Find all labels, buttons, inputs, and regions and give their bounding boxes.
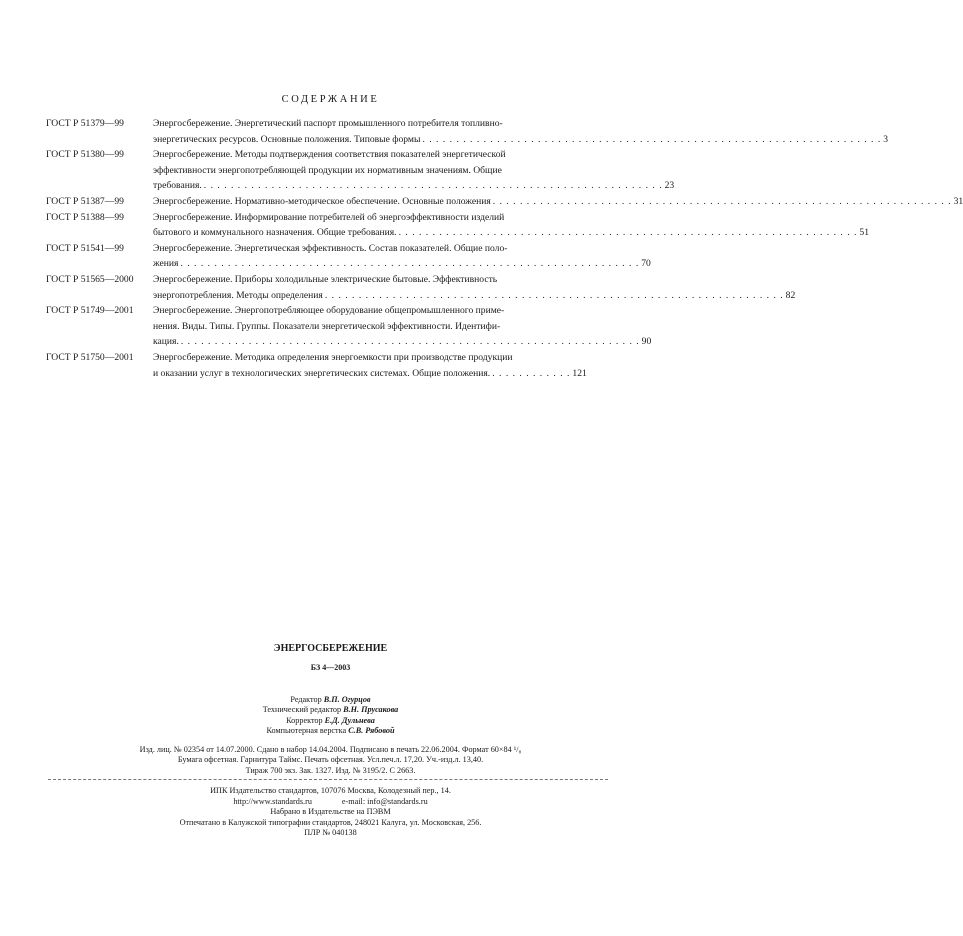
entry-title-line: кация. xyxy=(153,336,179,348)
standard-code: ГОСТ Р 51749—2001 xyxy=(46,305,134,317)
leader-dots: . . . . . . . . . . . . . . . . . . . . . . . . . . . . . . . . . . . . . . . . . . . . . . . . . . . . . . . . . . . . . . . . . . . . xyxy=(492,195,952,207)
editor-name: В.П. Огурцов xyxy=(323,695,371,704)
page-number: 23 xyxy=(664,180,675,192)
series-number: БЗ 4—2003 xyxy=(310,663,351,672)
tech-editor-line: Технический редактор В.Н. Прусакова xyxy=(262,705,399,715)
leader-dots: . . . . . . . . . . . . . . . . . . . . . . . . . . . . . . . . . . . . . . . . . . . . . . . . . . . . . . . . . . . . . . . . . . . . xyxy=(180,258,640,270)
email-link[interactable]: e-mail: info@standards.ru xyxy=(341,796,428,806)
publication-details xyxy=(0,745,661,776)
layout-name: С.В. Рябовой xyxy=(348,725,395,735)
page-number: 51 xyxy=(859,227,869,239)
page-number: 31 xyxy=(953,195,963,207)
printed-line: Отпечатано в Калужской типографии стандартов, 248021 Калуга, ул. Московская, 256. xyxy=(179,817,482,827)
entry-title-line: Энергосбережение. Информирование потребителей об энергоэффективности изделий xyxy=(153,211,505,223)
credits xyxy=(0,695,661,736)
toc-entry xyxy=(46,210,869,241)
entry-title-line: требования. xyxy=(153,180,202,192)
corrector-name: Е.Д. Дульнева xyxy=(324,715,375,725)
entry-title-line: и оказании услуг в технологических энергетических системах. Общие положения. xyxy=(153,367,491,379)
entry-title-line: Энергосбережение. Энергетический паспорт промышленного потребителя топливно- xyxy=(153,118,503,129)
circulation-line: Тираж 700 экз. Зак. 1327. Изд. № 3195/2. С 2663. xyxy=(245,765,416,775)
entry-title-line: Энергосбережение. Нормативно-методическое обеспечение. Основные положения xyxy=(153,195,491,207)
page-number: 121 xyxy=(572,367,587,379)
standard-code: ГОСТ Р 51541—99 xyxy=(46,242,124,254)
license-line: Изд. лиц. № 02354 от 14.07.2000. Сдано в набор 14.04.2004. Подписано в печать 22.06.2004. Формат 60×84 ¹/₈ xyxy=(139,745,522,754)
page-number: 82 xyxy=(785,289,796,301)
toc-entry xyxy=(46,241,651,272)
page-number: 70 xyxy=(641,258,651,270)
page-number: 3 xyxy=(883,133,889,145)
leader-dots: . . . . . . . . . . . . . . . . . . . . . . . . . . . . . . . . . . . . . . . . . . . . . . . . . . . . . . . . . . . . . . . . . . . . xyxy=(203,180,663,192)
entry-title-line: бытового и коммунального назначения. Общие требования. xyxy=(153,227,397,239)
toc-title: СОДЕРЖАНИЕ xyxy=(281,94,380,105)
paper-line: Бумага офсетная. Гарнитура Таймс. Печать офсетная. Усл.печ.л. 17,20. Уч.-изд.л. 13,40. xyxy=(177,755,484,765)
toc-list xyxy=(46,116,963,381)
leader-dots: . . . . . . . . . . . . . . . . . . . . . . . . . . . . . . . . . . . . . . . . . . . . . . . . . . . . . . . . . . . . . . . . . . . . xyxy=(180,336,640,348)
leader-dots: . . . . . . . . . . . . xyxy=(492,367,571,379)
standard-code: ГОСТ Р 51387—99 xyxy=(46,195,124,207)
toc-entry xyxy=(46,350,586,381)
leader-dots: . . . . . . . . . . . . . . . . . . . . . . . . . . . . . . . . . . . . . . . . . . . . . . . . . . . . . . . . . . . . . . . . . . . . xyxy=(398,227,858,239)
toc-entry xyxy=(46,116,889,147)
entry-title-line: нения. Виды. Типы. Группы. Показатели энергетической эффективности. Идентифи- xyxy=(153,320,501,332)
entry-title-line: жения xyxy=(153,258,179,270)
website-link[interactable]: http://www.standards.ru xyxy=(233,796,312,806)
standard-code: ГОСТ Р 51379—99 xyxy=(46,118,124,129)
entry-title-line: энергетических ресурсов. Основные положения. Типовые формы xyxy=(153,133,421,145)
toc-entry xyxy=(46,303,652,350)
printer-details xyxy=(0,786,661,839)
standard-code: ГОСТ Р 51750—2001 xyxy=(46,351,134,363)
entry-title-line: энергопотребления. Методы определения xyxy=(153,289,323,301)
toc-entry xyxy=(46,272,796,303)
entry-title-line: эффективности энергопотребляющей продукции их нормативным значениям. Общие xyxy=(153,164,502,176)
plr-line: ПЛР № 040138 xyxy=(304,828,357,838)
publisher-line: ИПК Издательство стандартов, 107076 Москва, Колодезный пер., 14. xyxy=(210,786,451,795)
toc-entry xyxy=(46,194,963,210)
entry-title-line: Энергосбережение. Приборы холодильные электрические бытовые. Эффективность xyxy=(153,273,498,285)
leader-dots: . . . . . . . . . . . . . . . . . . . . . . . . . . . . . . . . . . . . . . . . . . . . . . . . . . . . . . . . . . . . . . . . . . . . xyxy=(324,289,784,301)
typeset-line: Набрано в Издательстве на ПЭВМ xyxy=(270,807,391,817)
leader-dots: . . . . . . . . . . . . . . . . . . . . . . . . . . . . . . . . . . . . . . . . . . . . . . . . . . . . . . . . . . . . . . . . . . . . xyxy=(422,133,882,145)
imprint-title: ЭНЕРГОСБЕРЕЖЕНИЕ xyxy=(273,643,388,654)
layout-line: Компьютерная верстка С.В. Рябовой xyxy=(266,725,395,735)
standard-code: ГОСТ Р 51565—2000 xyxy=(46,273,134,285)
editor-line: Редактор В.П. Огурцов xyxy=(290,695,371,704)
toc-entry xyxy=(46,147,675,194)
tech-editor-name: В.Н. Прусакова xyxy=(343,705,399,715)
entry-title-line: Энергосбережение. Энергетическая эффективность. Состав показателей. Общие поло- xyxy=(153,242,508,254)
entry-title-line: Энергосбережение. Энергопотребляющее оборудование общепромышленного приме- xyxy=(153,305,505,317)
entry-title-line: Энергосбережение. Методы подтверждения соответствия показателей энергетической xyxy=(153,149,506,161)
entry-title-line: Энергосбережение. Методика определения энергоемкости при производстве продукции xyxy=(153,351,513,363)
standard-code: ГОСТ Р 51380—99 xyxy=(46,149,124,161)
contacts-line xyxy=(0,797,661,808)
standard-code: ГОСТ Р 51388—99 xyxy=(46,211,124,223)
divider xyxy=(48,779,608,780)
corrector-line: Корректор Е.Д. Дульнева xyxy=(286,715,375,725)
page-number: 90 xyxy=(641,336,652,348)
